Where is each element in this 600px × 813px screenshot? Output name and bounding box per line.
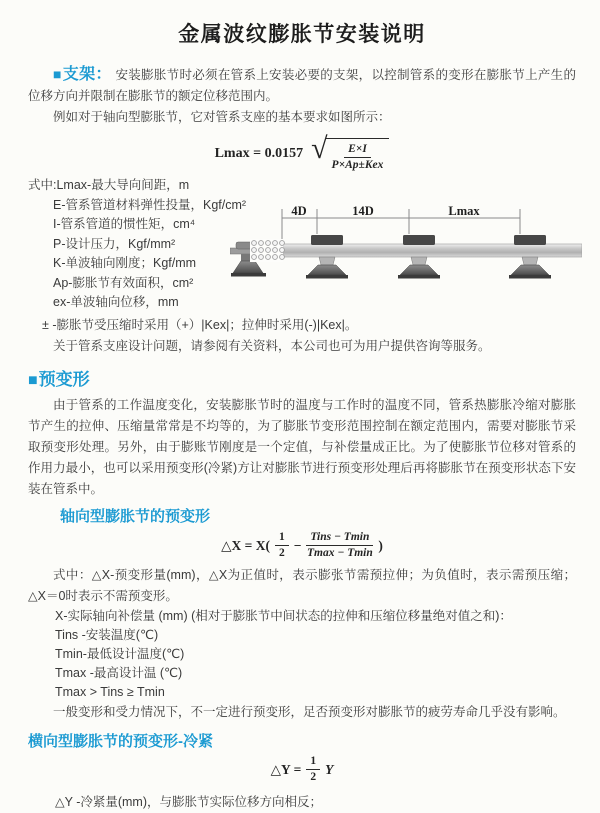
axial-predeform-formula [28,531,576,560]
definition-line: 式中:Lmax-最大导向间距，m [28,178,190,192]
definition-line: I-管系管道的惯性矩，cm⁴ [53,217,196,231]
lmax-formula [28,132,576,172]
formula-rhs: Y [325,761,334,777]
dimension-label-14d: 14D [352,204,374,218]
axial-parameter-list [28,607,576,702]
support-intro-text: 安装膨胀节时必须在管系上安装必要的支架，以控制管系的变形在膨胀节上产生的位移方向并限制在膨胀节的额定位移范围内。 [28,68,576,103]
bellows-icon [250,239,284,262]
dimension-label-4d: 4D [291,204,307,218]
radicand-fraction [332,143,384,172]
axial-predeform-subheading: 轴向型膨胀节的预变形 [60,508,211,525]
consult-note: 关于管系支座设计问题，请参阅有关资料，本公司也可为用户提供咨询等服务。 [53,339,491,353]
predeform-section-heading [28,370,576,391]
one-half-fraction: $\frac{1}{2}$ [275,531,289,560]
definition-line: K-单波轴向刚度；Kgf/mm [53,256,197,270]
formula-lhs: △Y = [270,761,302,777]
sqrt-sign-icon: √ [311,132,328,165]
support-example-line: 例如对于轴向型膨胀节，它对管系支座的基本要求如图所示： [53,110,391,124]
axial-note: 一般变形和受力情况下，不一定进行预变形，足否预变形对膨胀节的疲劳寿命几乎没有影响。 [53,705,566,719]
definition-line: P-设计压力，Kgf/mm² [53,236,176,251]
blue-square-icon: ■ [28,372,38,389]
fraction-numerator: E×I [344,143,371,158]
support-heading-label: 支架： [62,66,112,83]
page-title: 金属波纹膨胀节安装说明 [178,23,426,46]
blue-square-icon: ■ [53,66,62,82]
definition-line: ex-单波轴向位移，mm [53,295,179,309]
axial-explain-paragraph: 式中：△X-预变形量(mm)，△X为正值时，表示膨张节需预拉伸；为负值时，表示需预压缩；△X＝0时表示不需预变形。 [28,568,576,603]
lmax-formula-lhs: Lmax = 0.0157 [214,145,304,161]
lateral-predeform-subheading: 横向型膨胀节的预变形-冷紧 [28,733,213,750]
predeform-paragraph: 由于管系的工作温度变化，安装膨胀节时的温度与工作时的温度不同，管系热膨胀冷缩对膨胀节产生的拉伸、压缩量常常是不均等的，为了膨胀节变形范围控制在额定范围内，需要对膨胀节采取预变形处理。另外，由于膨账节刚度是一个定值，与补偿量成正比。为了使膨胀节位移对管系的作用力最小，也可以采用预变形(冷紧)方让对膨胀节进行预变形处理后再将膨胀节在预变形状态下安装在管系中。 [28,398,576,496]
radicand [326,138,390,172]
definition-line: Ap-膨胀节有效面积，cm² [53,275,194,290]
formula-suffix: ) [378,537,383,553]
predeform-heading-label: 预变形 [38,370,90,389]
parameter-line: X-实际轴向补偿量 (mm) (相对于膨胀节中间状态的拉伸和压缩位移量绝对值之和)： [55,609,512,623]
one-half-fraction: $\frac{1}{2}$ [306,755,320,784]
pipe [280,244,582,257]
parameter-line: Tmin-最低设计温度(℃) [55,647,185,661]
parameter-line: Tmax > Tins ≥ Tmin [55,685,165,699]
parameter-line: Tins -安装温度(℃) [55,628,159,642]
parameter-line: Tmax -最高设计温 (℃) [55,666,183,680]
formula-prefix: △X = X( [221,537,270,553]
lateral-predeform-formula [28,755,576,784]
support-section-heading [53,66,112,83]
support-intro-paragraph [28,64,576,107]
temperature-fraction: $\frac{\text{Tins − Tmin}}{Tmax - Tmin}$ [307,531,373,559]
definition-line: E-管系管道材料弹性投量，Kgf/cm² [53,197,247,212]
plus-minus-note: ± -膨胀节受压缩时采用（+）|Kex|；拉伸时采用(-)|Kex|。 [42,318,358,332]
definitions-and-diagram [28,176,576,314]
fraction-denominator: P×Ap±Kex [331,159,384,171]
pipe-support-requirement-diagram [230,204,582,304]
radical-expression [311,132,389,172]
minus-sign: − [293,537,302,553]
dimension-label-lmax: Lmax [448,204,480,218]
lateral-note: △Y -冷紧量(mm)，与膨胀节实际位移方向相反； [55,795,323,809]
